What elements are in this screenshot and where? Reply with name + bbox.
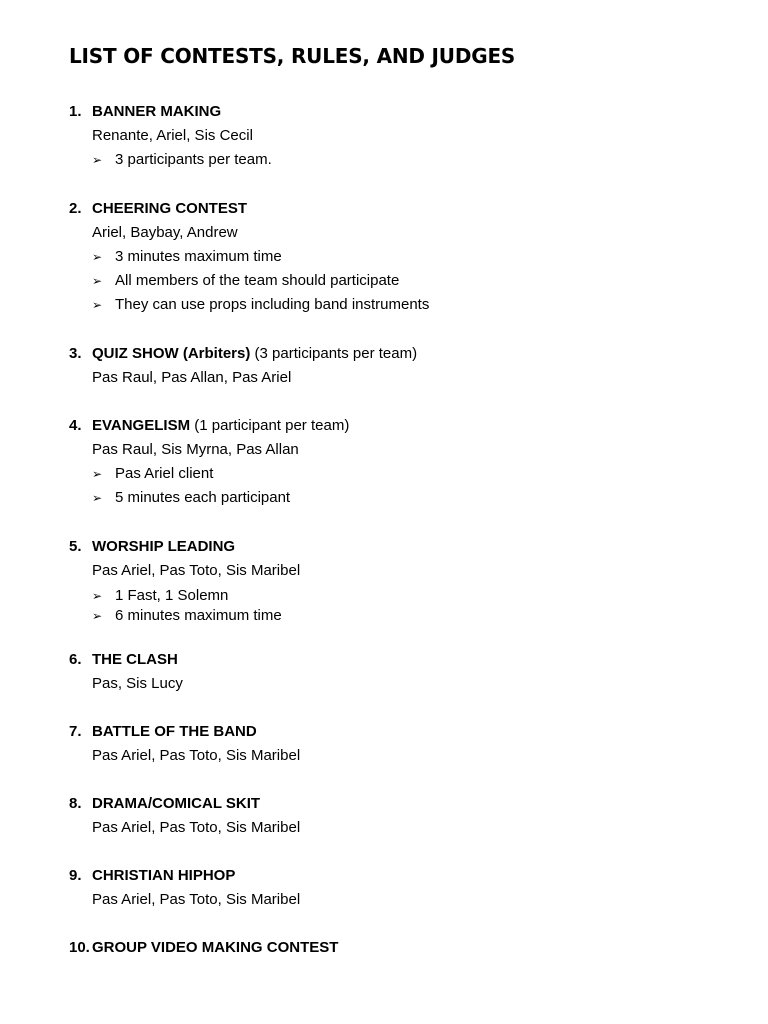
- contest-name: GROUP VIDEO MAKING CONTEST: [92, 939, 339, 956]
- arrow-bullet-icon: ➢: [92, 609, 103, 623]
- rule-text: 3 participants per team.: [115, 151, 272, 168]
- contest-number: 4.: [69, 417, 82, 434]
- contest-judges: Pas Ariel, Pas Toto, Sis Maribel: [92, 891, 301, 908]
- rule-text: They can use props including band instruments: [115, 296, 430, 313]
- contest-name: EVANGELISM: [92, 417, 191, 434]
- contest-number: 6.: [69, 651, 82, 668]
- contest-number: 9.: [69, 867, 82, 884]
- contest-name: BATTLE OF THE BAND: [92, 723, 257, 740]
- contest-item: [69, 792, 729, 840]
- contest-note: (1 participant per team): [190, 417, 350, 434]
- contest-heading: [69, 197, 729, 221]
- contest-heading: [69, 342, 729, 366]
- contest-judges: Pas Raul, Pas Allan, Pas Ariel: [92, 369, 292, 386]
- contest-number: 2.: [69, 200, 82, 217]
- contest-heading: [69, 535, 729, 559]
- contest-judges: Pas Ariel, Pas Toto, Sis Maribel: [92, 819, 301, 836]
- contest-name: DRAMA/COMICAL SKIT: [92, 795, 261, 812]
- rule-text: 5 minutes each participant: [115, 489, 291, 506]
- arrow-bullet-icon: ➢: [92, 250, 103, 264]
- contest-number: 5.: [69, 538, 82, 555]
- rule-text: 3 minutes maximum time: [115, 248, 282, 265]
- rule-text: 6 minutes maximum time: [115, 607, 282, 624]
- rule-text: 1 Fast, 1 Solemn: [115, 587, 229, 604]
- rule-item: [69, 607, 729, 625]
- arrow-bullet-icon: ➢: [92, 589, 103, 603]
- contest-item: [69, 864, 729, 912]
- contest-number: 7.: [69, 723, 82, 740]
- rule-item: [69, 462, 729, 486]
- contest-name: CHRISTIAN HIPHOP: [92, 867, 236, 884]
- contest-item: [69, 197, 729, 317]
- contest-number: 3.: [69, 345, 82, 362]
- contest-number: 8.: [69, 795, 82, 812]
- contest-heading: [69, 720, 729, 744]
- contest-item: [69, 414, 729, 510]
- contest-judges: Ariel, Baybay, Andrew: [92, 224, 238, 241]
- contest-item: [69, 342, 729, 390]
- contest-heading: [69, 936, 729, 960]
- rule-text: Pas Ariel client: [115, 465, 214, 482]
- contest-note: (3 participants per team): [250, 345, 418, 362]
- rule-item: [69, 245, 729, 269]
- contest-number: 10.: [69, 939, 90, 956]
- contest-name: BANNER MAKING: [92, 103, 222, 120]
- contest-name: WORSHIP LEADING: [92, 538, 236, 555]
- contest-item: [69, 720, 729, 768]
- contest-judges: Pas Ariel, Pas Toto, Sis Maribel: [92, 562, 301, 579]
- contest-heading: [69, 792, 729, 816]
- contest-name: QUIZ SHOW (Arbiters): [92, 345, 251, 362]
- arrow-bullet-icon: ➢: [92, 153, 103, 167]
- contest-judges: Renante, Ariel, Sis Cecil: [92, 127, 253, 144]
- arrow-bullet-icon: ➢: [92, 491, 103, 505]
- rule-item: [69, 148, 729, 172]
- contest-heading: [69, 648, 729, 672]
- contest-number: 1.: [69, 103, 82, 120]
- contest-item: [69, 936, 729, 960]
- arrow-bullet-icon: ➢: [92, 298, 103, 312]
- contest-heading: [69, 864, 729, 888]
- rule-item: [69, 269, 729, 293]
- rule-text: All members of the team should participate: [115, 272, 400, 289]
- contest-item: [69, 648, 729, 696]
- contest-heading: [69, 414, 729, 438]
- arrow-bullet-icon: ➢: [92, 467, 103, 481]
- rule-item: [69, 486, 729, 510]
- contest-judges: Pas Raul, Sis Myrna, Pas Allan: [92, 441, 299, 458]
- contest-heading: [69, 100, 729, 124]
- contest-item: [69, 535, 729, 625]
- contest-name: THE CLASH: [92, 651, 178, 668]
- contest-judges: Pas, Sis Lucy: [92, 675, 183, 692]
- contest-judges: Pas Ariel, Pas Toto, Sis Maribel: [92, 747, 301, 764]
- rule-item: [69, 293, 729, 317]
- contest-name: CHEERING CONTEST: [92, 200, 248, 217]
- rule-item: [69, 583, 729, 607]
- page-title: LIST OF CONTESTS, RULES, AND JUDGES: [69, 44, 516, 68]
- arrow-bullet-icon: ➢: [92, 274, 103, 288]
- contest-item: [69, 100, 729, 172]
